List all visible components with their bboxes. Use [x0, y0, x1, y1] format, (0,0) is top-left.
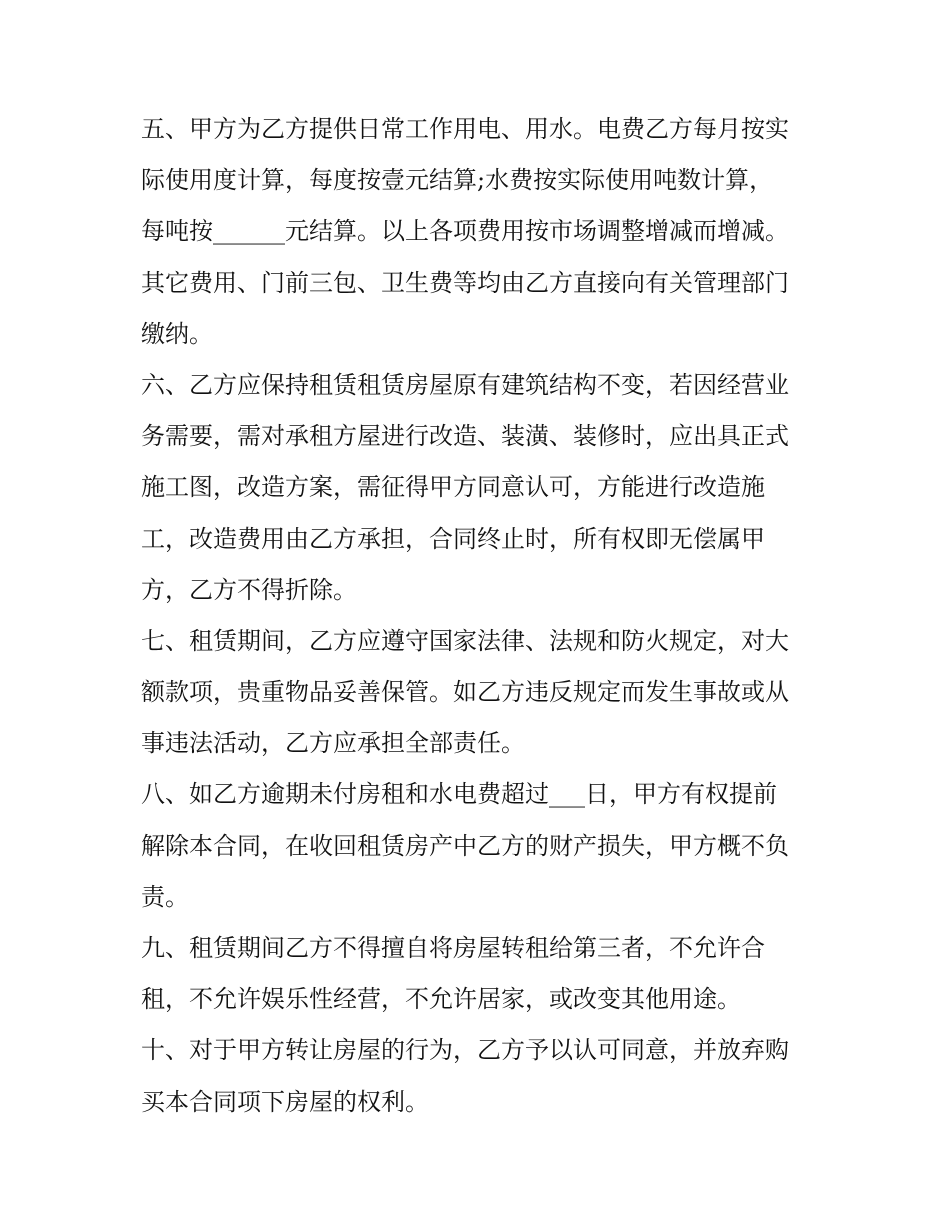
clause-10 — [141, 1025, 821, 1127]
clause-line: 五、甲方为乙方提供日常工作用电、用水。电费乙方每月按实 — [141, 115, 789, 143]
clause-line: 责。 — [141, 882, 189, 911]
clause-line: 九、租赁期间乙方不得擅自将房屋转租给第三者，不允许合 — [141, 934, 765, 962]
clause-line: 额款项，贵重物品妥善保管。如乙方违反规定而发生事故或从 — [141, 678, 789, 707]
clause-7 — [141, 616, 821, 770]
clause-9 — [141, 923, 821, 1025]
clause-line: 事违法活动，乙方应承担全部责任。 — [141, 729, 525, 758]
clause-5 — [141, 104, 821, 360]
clause-line: 务需要，需对承租方屋进行改造、装潢、装修时，应出具正式 — [141, 422, 789, 451]
clause-line: 解除本合同，在收回租赁房产中乙方的财产损失，甲方概不负 — [141, 831, 789, 860]
clause-line: 七、租赁期间，乙方应遵守国家法律、法规和防火规定，对大 — [141, 626, 789, 655]
clause-line: 工，改造费用由乙方承担，合同终止时，所有权即无偿属甲 — [141, 524, 765, 553]
clause-line: 缴纳。 — [141, 319, 213, 348]
clause-line: 方，乙方不得折除。 — [141, 575, 357, 604]
clause-line: 施工图，改造方案，需征得甲方同意认可，方能进行改造施 — [141, 473, 765, 502]
clause-8 — [141, 769, 821, 923]
clause-line: 六、乙方应保持租赁租赁房屋原有建筑结构不变，若因经营业 — [141, 370, 789, 399]
clause-line: 每吨按______元结算。以上各项费用按市场调整增减而增减。 — [141, 217, 789, 246]
clause-line: 八、如乙方逾期未付房租和水电费超过___日，甲方有权提前 — [141, 780, 777, 809]
clause-line: 租，不允许娱乐性经营，不允许居家，或改变其他用途。 — [141, 985, 741, 1014]
contract-body — [141, 104, 821, 1128]
clause-6 — [141, 360, 821, 616]
clause-line: 十、对于甲方转让房屋的行为，乙方予以认可同意，并放弃购 — [141, 1036, 789, 1065]
clause-line: 际使用度计算，每度按壹元结算;水费按实际使用吨数计算， — [141, 166, 774, 195]
clause-line: 买本合同项下房屋的权利。 — [141, 1087, 429, 1116]
clause-line: 其它费用、门前三包、卫生费等均由乙方直接向有关管理部门 — [141, 268, 789, 297]
